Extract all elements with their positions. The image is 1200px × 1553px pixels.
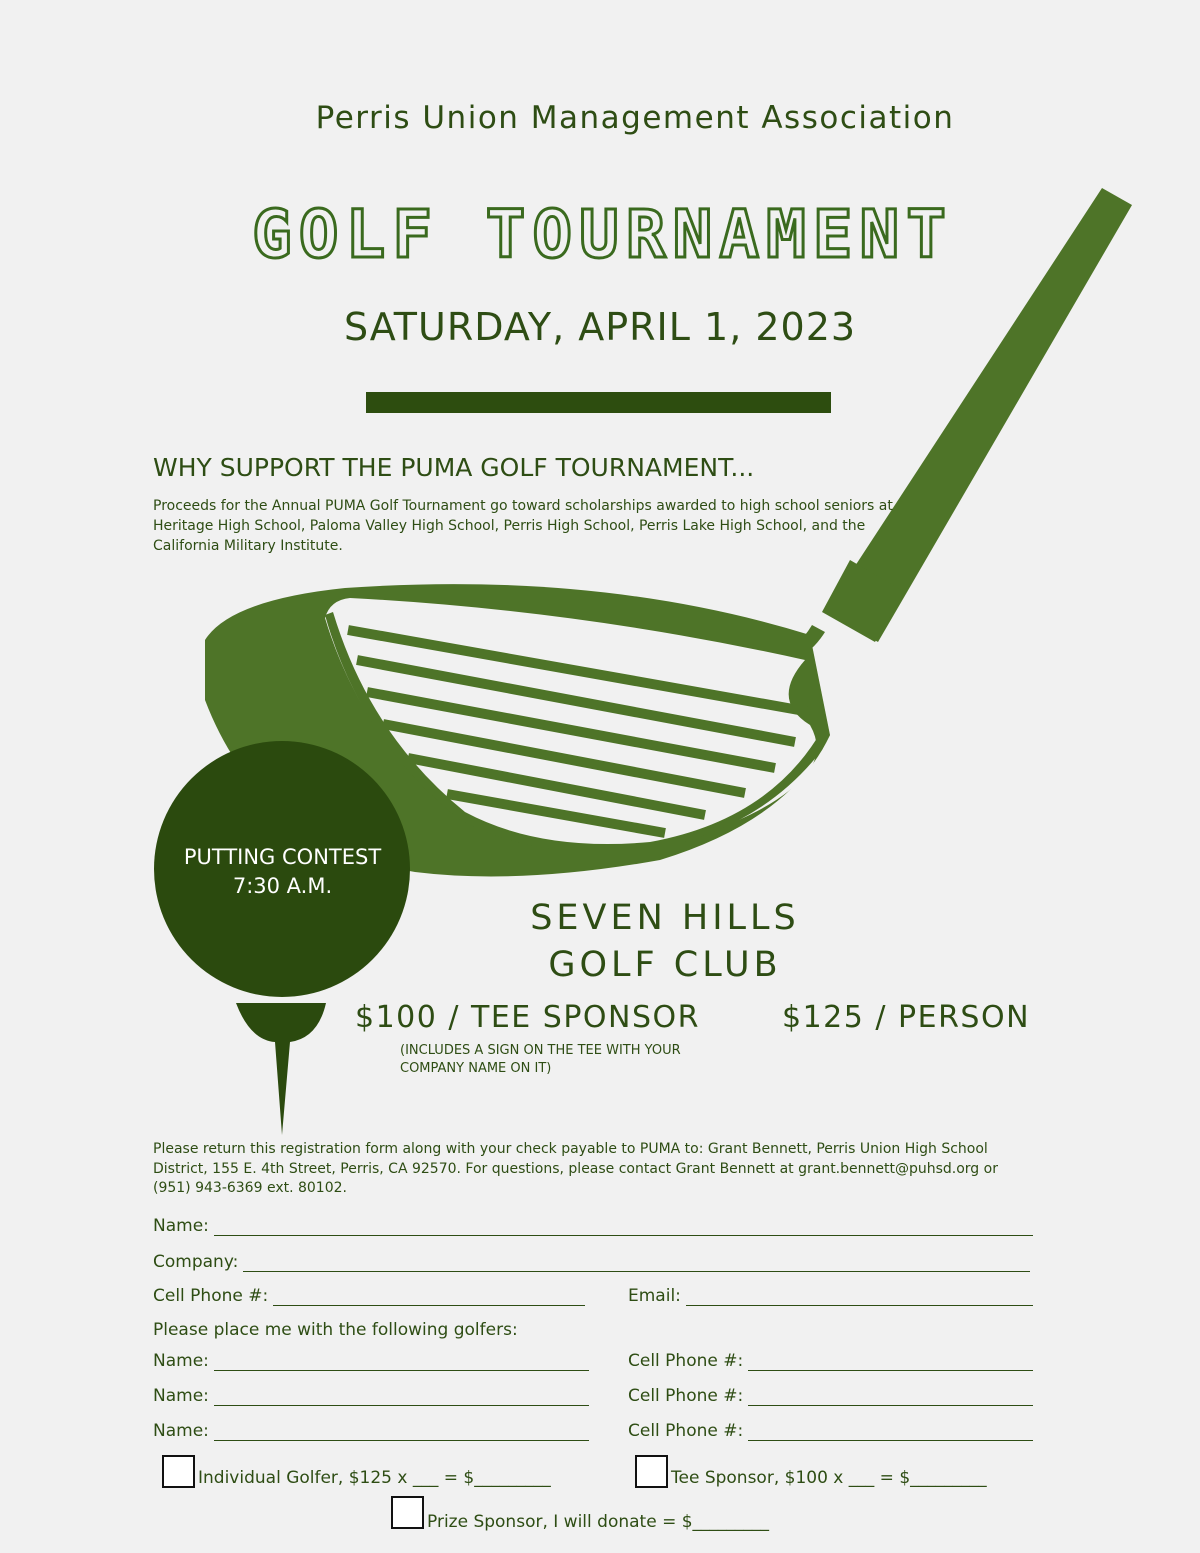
golfer-2-cell-line[interactable] <box>748 1391 1033 1406</box>
putting-contest-title: PUTTING CONTEST <box>183 845 382 869</box>
golfer-cell-label: Cell Phone #: <box>628 1386 744 1406</box>
golfer-3-cell-field[interactable] <box>628 1421 1033 1441</box>
golfer-1-cell-field[interactable] <box>628 1351 1033 1371</box>
tee-sponsor-label: Tee Sponsor, $100 x ___ = $_________ <box>671 1468 987 1488</box>
email-field[interactable] <box>628 1286 1033 1306</box>
individual-golfer-checkbox[interactable] <box>162 1455 195 1488</box>
golfer-name-label: Name: <box>153 1386 209 1406</box>
name-line[interactable] <box>214 1221 1033 1236</box>
golfer-1-cell-line[interactable] <box>748 1356 1033 1371</box>
place-with-label: Please place me with the following golfers: <box>153 1320 518 1340</box>
golfer-cell-label: Cell Phone #: <box>628 1421 744 1441</box>
page-title: GOLF TOURNAMENT <box>251 196 954 273</box>
why-body: Proceeds for the Annual PUMA Golf Tournament go toward scholarships awarded to high school seniors at Heritage High School, Paloma Valley High School, Perris High School, Perris Lake High School, and the California Military Institute. <box>153 498 893 554</box>
event-date: SATURDAY, APRIL 1, 2023 <box>343 305 857 349</box>
prize-sponsor-checkbox[interactable] <box>391 1496 424 1529</box>
per-person-price: $125 / PERSON <box>782 1000 1031 1035</box>
golfer-name-label: Name: <box>153 1421 209 1441</box>
cell-phone-line[interactable] <box>273 1291 585 1306</box>
putting-contest-label <box>155 843 410 901</box>
golfer-3-cell-line[interactable] <box>748 1426 1033 1441</box>
why-heading: WHY SUPPORT THE PUMA GOLF TOURNAMENT... <box>153 453 755 482</box>
cell-phone-field[interactable] <box>153 1286 585 1306</box>
email-label: Email: <box>628 1286 681 1306</box>
organization-name: Perris Union Management Association <box>315 100 955 136</box>
tee-sponsor-note: (INCLUDES A SIGN ON THE TEE WITH YOUR COMPANY NAME ON IT) <box>400 1043 681 1076</box>
venue-name <box>470 895 860 989</box>
company-field[interactable] <box>153 1252 1030 1272</box>
golfer-2-name-field[interactable] <box>153 1386 589 1406</box>
golfer-2-name-line[interactable] <box>214 1391 589 1406</box>
cell-phone-label: Cell Phone #: <box>153 1286 269 1306</box>
venue-line-1: SEVEN HILLS <box>530 898 800 938</box>
tee-sponsor-checkbox[interactable] <box>635 1455 668 1488</box>
golfer-3-name-line[interactable] <box>214 1426 589 1441</box>
company-line[interactable] <box>243 1257 1030 1272</box>
golfer-3-name-field[interactable] <box>153 1421 589 1441</box>
return-instructions: Please return this registration form along with your check payable to PUMA to: Grant Bennett, Perris Union High School District, 155 E. 4th Street, Perris, CA 92570. For questions, please contact Grant Bennett at grant.bennett@puhsd.org or (951) 943-6369 ext. 80102. <box>153 1141 998 1196</box>
venue-line-2: GOLF CLUB <box>548 945 782 985</box>
golfer-name-label: Name: <box>153 1351 209 1371</box>
golfer-1-name-line[interactable] <box>214 1356 589 1371</box>
putting-contest-time: 7:30 A.M. <box>232 874 333 898</box>
email-line[interactable] <box>686 1291 1033 1306</box>
prize-sponsor-label: Prize Sponsor, I will donate = $_________ <box>427 1512 770 1532</box>
individual-golfer-label: Individual Golfer, $125 x ___ = $_________ <box>198 1468 551 1488</box>
company-label: Company: <box>153 1252 239 1272</box>
golf-tee <box>236 1003 326 1135</box>
name-field[interactable] <box>153 1216 1033 1236</box>
golfer-2-cell-field[interactable] <box>628 1386 1033 1406</box>
golfer-cell-label: Cell Phone #: <box>628 1351 744 1371</box>
name-label: Name: <box>153 1216 209 1236</box>
tee-sponsor-price: $100 / TEE SPONSOR <box>355 1000 700 1035</box>
divider-bar <box>366 392 831 413</box>
golfer-1-name-field[interactable] <box>153 1351 589 1371</box>
